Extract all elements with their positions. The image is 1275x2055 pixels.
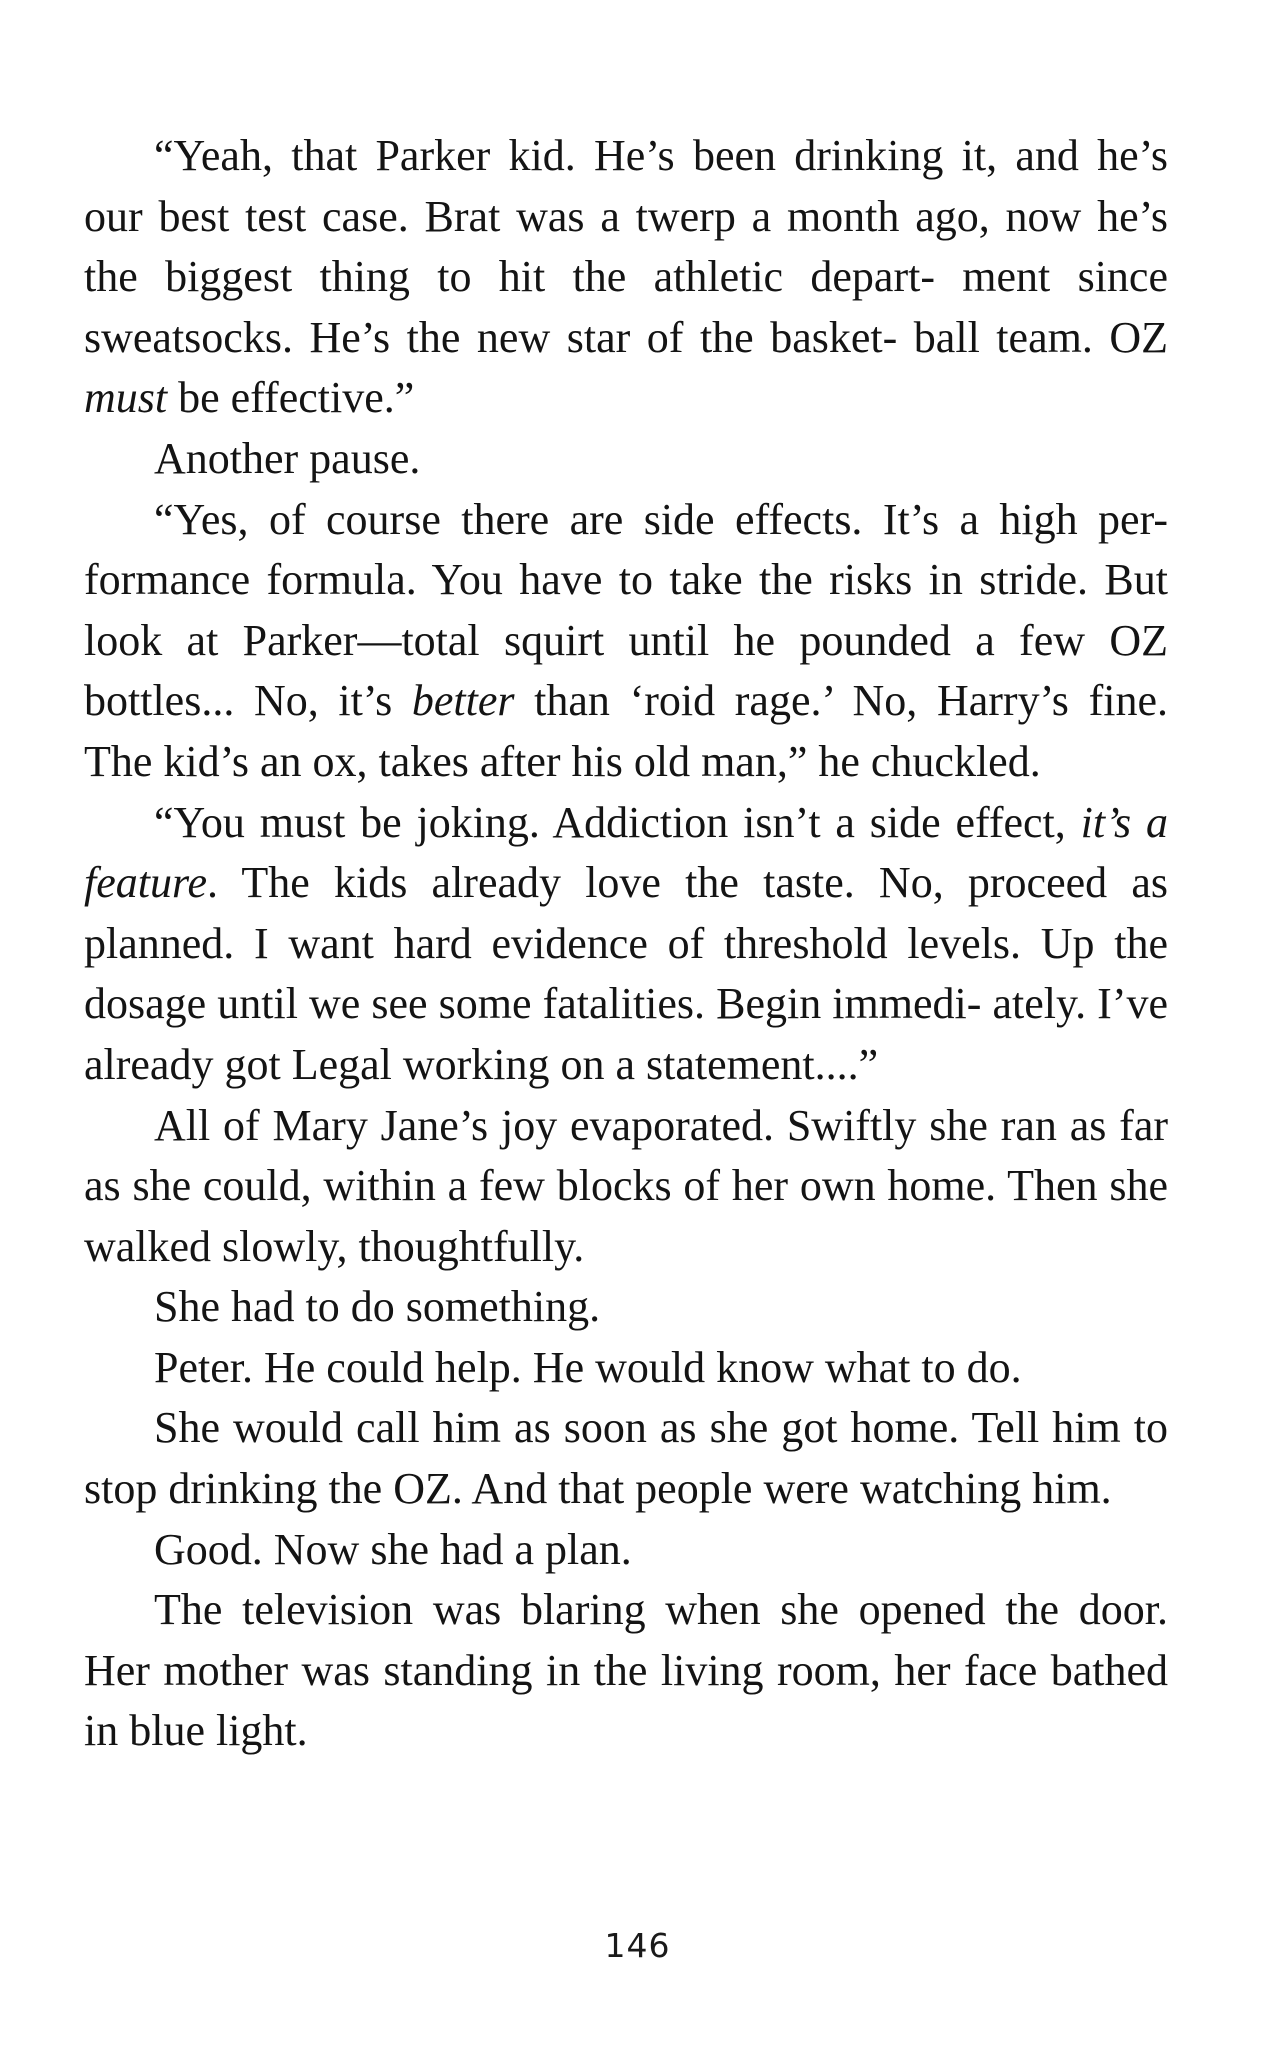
italic-text: must bbox=[84, 373, 168, 423]
text-run: Peter. He could help. He would know what to do. bbox=[154, 1342, 1022, 1392]
paragraph bbox=[84, 1277, 1168, 1338]
text-run: “Yeah, that Parker kid. He’s been drinking it, and he’s our best test case. Brat was a twerp a month ago, now he’s the biggest thing to hit the athletic depart- ment since sweatsocks. He’s the new star of the basket- ball team. OZ bbox=[84, 131, 1168, 362]
paragraph bbox=[84, 1580, 1168, 1762]
text-run: The television was blaring when she opened the door. Her mother was standing in the living room, her face bathed in blue light. bbox=[84, 1585, 1168, 1756]
paragraph bbox=[84, 793, 1168, 1096]
paragraph bbox=[84, 490, 1168, 793]
text-run: She would call him as soon as she got home. Tell him to stop drinking the OZ. And that people were watching him. bbox=[84, 1403, 1168, 1514]
text-run: than ‘roid rage.’ No, Harry’s fine. The kid’s an ox, takes after his old man,” he chuckled. bbox=[84, 676, 1168, 786]
text-run: “You must be joking. Addiction isn’t a side effect, bbox=[154, 797, 1081, 847]
text-run: Good. Now she had a plan. bbox=[154, 1524, 632, 1574]
italic-text: better bbox=[411, 676, 515, 726]
text-run: be effective.” bbox=[167, 373, 415, 423]
text-run: “Yes, of course there are side effects. It’s a high per- formance formula. You have to take the risks in stride. But look at Parker—total squirt until he pounded a few OZ bottles... No, it’s bbox=[84, 494, 1168, 726]
text-run: Another pause. bbox=[154, 433, 421, 483]
paragraph bbox=[84, 429, 1168, 490]
paragraph bbox=[84, 1520, 1168, 1581]
italic-text: it’s a feature bbox=[84, 797, 1168, 908]
text-run: . The kids already love the taste. No, proceed as planned. I want hard evidence of threshold levels. Up the dosage until we see some fatalities. Begin immedi- ately. I’ve already got Legal working on a statement....” bbox=[84, 858, 1168, 1089]
body-text bbox=[84, 126, 1168, 1762]
paragraph bbox=[84, 126, 1168, 429]
text-run: All of Mary Jane’s joy evaporated. Swiftly she ran as far as she could, within a few blocks of her own home. Then she walked slowly, thoughtfully. bbox=[84, 1100, 1168, 1271]
paragraph bbox=[84, 1338, 1168, 1399]
text-run: She had to do something. bbox=[154, 1282, 601, 1332]
page-number: 146 bbox=[604, 1926, 671, 1965]
paragraph bbox=[84, 1398, 1168, 1519]
paragraph bbox=[84, 1096, 1168, 1278]
